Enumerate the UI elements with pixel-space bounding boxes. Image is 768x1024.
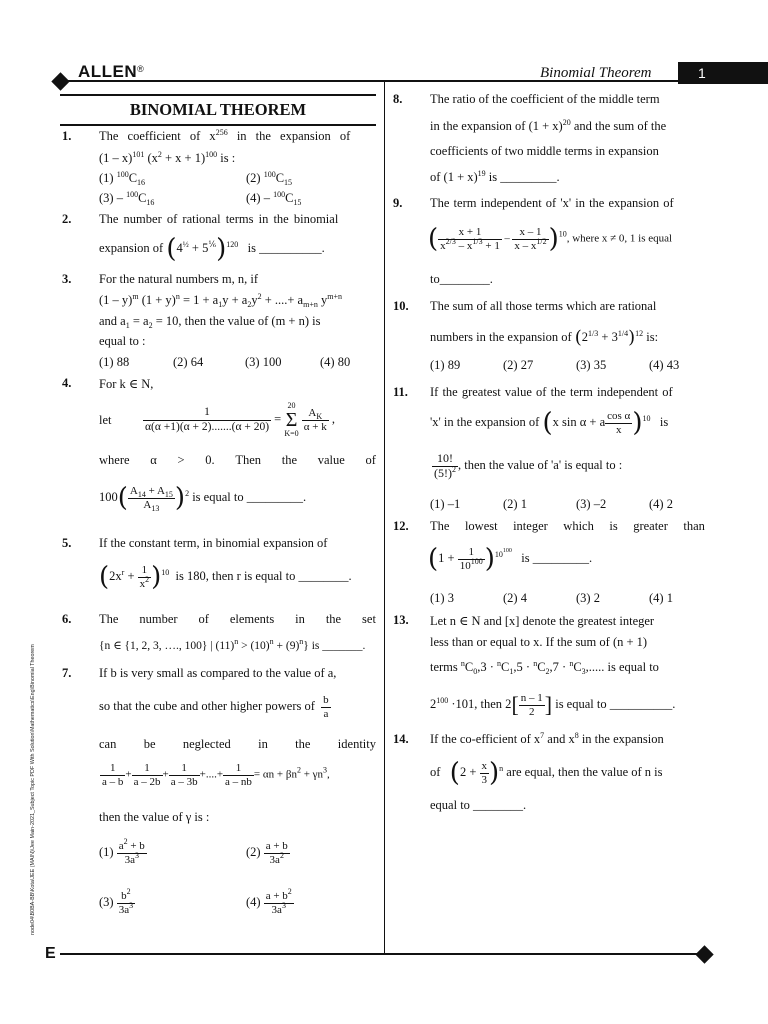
q8-number: 8. [393, 92, 403, 106]
q5-line2: ($2x^r$ + $\frac{1}{x^2}$ )$^{10}$ is 180, then r is equal to ________. [99, 562, 352, 593]
q3-option-2: (2) 64 [173, 355, 204, 369]
q13-line4: $2^{100} \cdot 101$, then 2[ $\frac{n - 1}{2}$ ] is equal to __________. [430, 692, 676, 718]
q11-option-1: (1) –1 [430, 497, 461, 511]
q3-option-3: (3) 100 [245, 355, 282, 369]
q1-number: 1. [62, 129, 72, 143]
section-title-box [60, 94, 376, 126]
q1-option-3: $(3) - ^{100}C_{16}$ [99, 190, 155, 207]
q7-identity: $\frac{1}{a - b}$ + $\frac{1}{a - 2b}$ + $\frac{1}{a - 3b}$ +....+ $\frac{1}{a - nb}$ = $\alpha n + \beta n^2 + \gamma n^3$, [102, 762, 330, 788]
q10-number: 10. [393, 299, 409, 313]
q11-text: If the greatest value of the term independent of [430, 385, 673, 399]
q1-line2: (1 – x)$^{101}$ $(x^2 + x + 1)^{100}$ is : [99, 150, 236, 165]
q3-line3: and $a_1 = a_2 = 10$, then the value of (m + n) is [99, 314, 321, 330]
q7-option-3: (3) $\frac{b^2}{3a^3}$ [99, 887, 134, 916]
q3-text: For the natural numbers m, n, if [99, 272, 258, 286]
q3-line2: (1 – y)$^m$ $(1 + y)^n = 1 + a_1y + a_2y^2$ + ....+ $a_{m+n}$ $y^{m+n}$ [99, 292, 342, 309]
q12-option-3: (3) 2 [576, 591, 600, 605]
q13-number: 13. [393, 613, 409, 627]
q9-line3: to________. [430, 272, 493, 286]
q9-expression: ( $\frac{x + 1}{x^{2/3} - x^{1/3} + 1}$ – $\frac{x - 1}{x - x^{1/2}}$ )$^{10}$, where x ≠ 0, 1 is equal [428, 224, 673, 255]
q14-text: If the co-efficient of $x^7$ and $x^8$ in the expansion [430, 731, 664, 746]
q12-number: 12. [393, 519, 409, 533]
q7-line4: then the value of γ is : [99, 810, 210, 824]
q10-option-2: (2) 27 [503, 358, 534, 372]
footer-rule [60, 953, 705, 955]
q4-line3: 100( $\frac{A_{14} + A_{15}}{A_{13}}$ )$^2$ is equal to _________. [99, 483, 307, 514]
q13-line3: terms $^nC_0,3 \cdot ^nC_1,5 \cdot ^nC_2,7 \cdot ^nC_3$,..... is equal to [430, 659, 659, 676]
q6-line2: {n ∈ {1, 2, 3, …., 100} | $(11)^n > (10)^n + (9)^n$} is _______. [99, 637, 366, 652]
q11-option-4: (4) 2 [649, 497, 673, 511]
q8-line3: coefficients of two middle terms in expansion [430, 144, 659, 158]
column-divider [384, 82, 385, 954]
q11-line3: $\frac{10!}{(5!)^2}$ , then the value of 'a' is equal to : [434, 451, 623, 480]
q13-text: Let n ∈ N and [x] denote the greatest integer [430, 614, 655, 628]
q1-option-2: (2) $^{100}C_{15}$ [246, 170, 293, 187]
q8-line4: of $(1 + x)^{19}$ is _________. [430, 169, 560, 184]
side-file-path: node04\B0BA-BB\Kota\JEE (MAIN)\Jee Main-2021_Subject Topic PDF With Solution\Mathematics\Eng\Binomial Theorem [30, 644, 36, 935]
q2-number: 2. [62, 212, 72, 226]
q7-option-4: (4) $\frac{a + b^2}{3a^3}$ [246, 887, 292, 916]
q10-option-1: (1) 89 [430, 358, 461, 372]
q10-option-4: (4) 43 [649, 358, 680, 372]
q7-option-1: (1) $\frac{a^2 + b}{3a^3}$ [99, 837, 145, 866]
allen-logo: ALLEN® [78, 62, 145, 81]
q8-text: The ratio of the coefficient of the middle term [430, 92, 660, 106]
q7-option-2: (2) $\frac{a + b}{3a^2}$ [246, 840, 288, 866]
q8-line2: in the expansion of $(1 + x)^{20}$ and the sum of the [430, 118, 667, 133]
q4-where-line: where α > 0. Then the value of [99, 453, 376, 467]
running-title: Binomial Theorem [540, 65, 652, 81]
q6-number: 6. [62, 612, 72, 626]
q7-number: 7. [62, 666, 72, 680]
q14-number: 14. [393, 732, 409, 746]
q10-line2: numbers in the expansion of $(2^{1/3} + 3^{1/4})^{12}$ is: [430, 327, 659, 348]
q14-line2: of (2 + $\frac{x}{3}$ )$^n$ are equal, then the value of n is [430, 758, 663, 789]
page-letter: E [45, 945, 56, 962]
q12-option-4: (4) 1 [649, 591, 673, 605]
q3-option-4: (4) 80 [320, 355, 351, 369]
q3-line4: equal to : [99, 334, 146, 348]
q5-text: If the constant term, in binomial expansion of [99, 536, 328, 550]
q11-line2: 'x' in the expansion of (x sin α + a $\frac{\text{cos α}}{x}$ )$^{10}$ is [430, 408, 669, 439]
q7-text: If b is very small as compared to the value of a, [99, 666, 337, 680]
q3-option-1: (1) 88 [99, 355, 130, 369]
q2-text: The number of rational terms in the binomial [99, 212, 339, 226]
q6-text: The number of elements in the set [99, 612, 376, 626]
q4-formula: $\frac{1}{\alpha(\alpha +1)(\alpha + 2).......(\alpha + 20)}$ = 20 Σ K=0 $\frac{A_K}{\alpha + k}$ , [145, 401, 335, 438]
q11-number: 11. [393, 385, 408, 399]
q7-line2: so that the cube and other higher powers of $\frac{b}{a}$ [99, 694, 329, 720]
page-number-box [678, 62, 768, 84]
q1-text: The coefficient of $x^{256}$ in the expansion of [99, 128, 351, 143]
page-number: 1 [698, 65, 706, 81]
q12-expression: (1 + $\frac{1}{10^{100}}$ )$^{10^{100}}$ is _________. [428, 544, 593, 575]
q1-option-1: (1) $^{100}C_{16}$ [99, 170, 146, 187]
q2-expression: $(4^{\frac{1}{2}} + 5^{\frac{1}{6}})^{120}$ [166, 234, 239, 264]
q12-option-2: (2) 4 [503, 591, 527, 605]
q4-number: 4. [62, 376, 72, 390]
q5-number: 5. [62, 536, 72, 550]
q1-option-4: $(4) - ^{100}C_{15}$ [246, 190, 302, 207]
q10-text: The sum of all those terms which are rational [430, 299, 657, 313]
q12-text: The lowest integer which is greater than [430, 519, 705, 533]
q2-line2: expansion of $(4^{\frac{1}{2}} + 5^{\frac{1}{6}})^{120}$ is __________. [99, 234, 325, 264]
q14-line3: equal to ________. [430, 798, 527, 812]
q10-option-3: (3) 35 [576, 358, 607, 372]
q9-text: The term independent of 'x' in the expansion of [430, 196, 674, 210]
q11-option-3: (3) –2 [576, 497, 607, 511]
q9-number: 9. [393, 196, 403, 210]
q11-option-2: (2) 1 [503, 497, 527, 511]
q3-number: 3. [62, 272, 72, 286]
q13-line2: less than or equal to x. If the sum of (n + 1) [430, 635, 648, 649]
q4-text: For k ∈ N, [99, 377, 154, 391]
footer-diamond-right [695, 945, 713, 963]
q7-line3: can be neglected in the identity [99, 737, 376, 751]
section-title: BINOMIAL THEOREM [129, 100, 307, 119]
q12-option-1: (1) 3 [430, 591, 454, 605]
q4-let: let [99, 413, 112, 427]
